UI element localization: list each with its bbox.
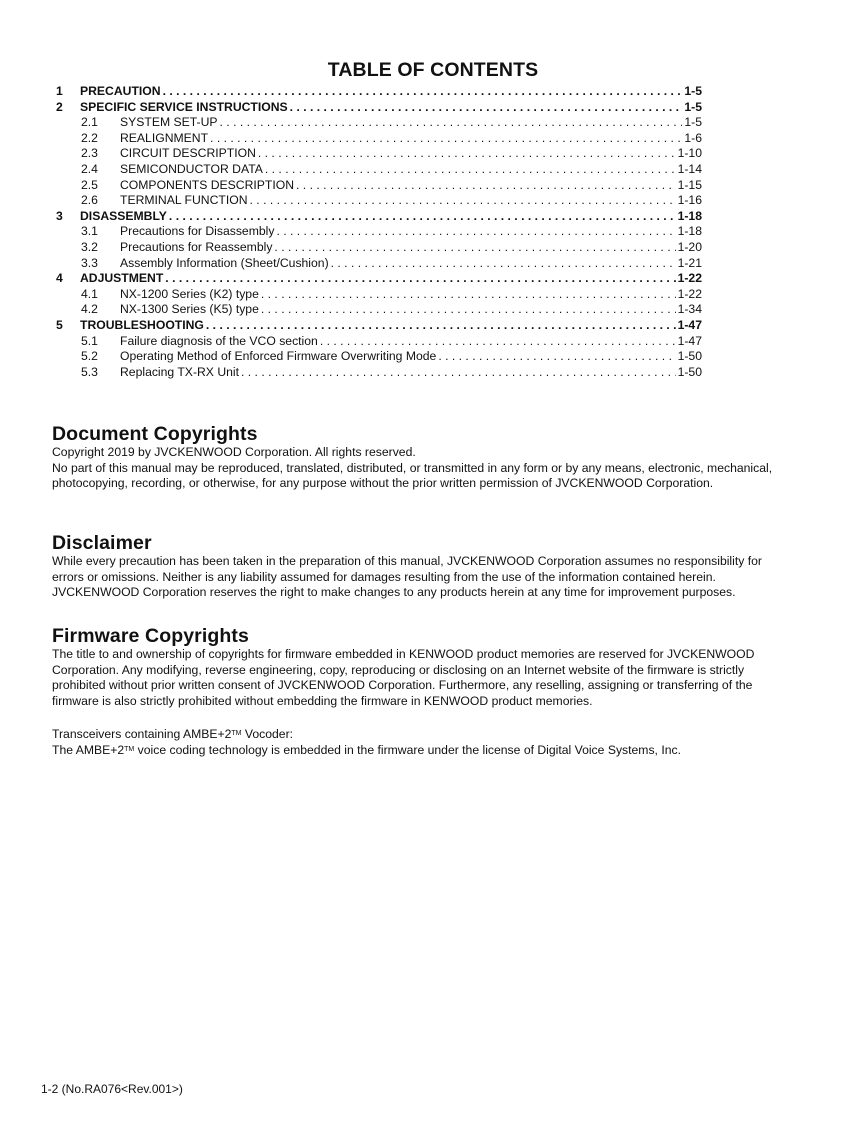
toc-dot-leader: [265, 162, 676, 178]
toc-entry-number: 3.2: [81, 239, 98, 254]
document-copyrights-section: [52, 423, 792, 492]
toc-entry-label: SYSTEM SET-UP: [120, 115, 218, 130]
toc-entry-label: Precautions for Reassembly: [120, 239, 273, 254]
toc-entry[interactable]: [56, 84, 702, 100]
toc-entry-label: ADJUSTMENT: [80, 271, 164, 286]
toc-entry-label: TROUBLESHOOTING: [80, 317, 204, 332]
toc-entry-page: 1-18: [677, 224, 702, 239]
toc-dot-leader: [250, 193, 676, 209]
copyright-line: Copyright 2019 by JVCKENWOOD Corporation. All rights reserved.: [52, 445, 416, 459]
toc-entry-page: 1-22: [677, 271, 702, 286]
toc-entry-page: 1-47: [677, 317, 702, 332]
toc-entry[interactable]: [56, 162, 702, 178]
toc-entry-label: PRECAUTION: [80, 84, 161, 98]
toc-entry-page: 1-6: [684, 130, 702, 145]
toc-entry[interactable]: [56, 349, 702, 365]
toc-dot-leader: [261, 287, 676, 303]
toc-dot-leader: [320, 334, 676, 350]
toc-entry-number: 3: [56, 208, 63, 223]
toc-entry-page: 1-50: [677, 349, 702, 364]
toc-entry-label: Precautions for Disassembly: [120, 224, 275, 239]
toc-entry-page: 1-21: [677, 255, 702, 270]
toc-dot-leader: [261, 302, 676, 318]
toc-entry-label: NX-1300 Series (K5) type: [120, 302, 259, 317]
toc-dot-leader: [169, 209, 676, 225]
toc-entry-page: 1-34: [677, 302, 702, 317]
toc-entry-label: SPECIFIC SERVICE INSTRUCTIONS: [80, 99, 288, 114]
firmware-copyrights-section: [52, 625, 792, 759]
ambe-vocoder-line: Transceivers containing AMBE+2™ Vocoder:: [52, 726, 294, 741]
toc-entry-page: 1-16: [677, 193, 702, 208]
toc-entry-label: REALIGNMENT: [120, 130, 209, 145]
toc-entry-number: 5.2: [81, 349, 98, 364]
toc-entry-page: 1-18: [677, 208, 702, 223]
table-of-contents: [56, 84, 702, 380]
toc-entry-page: 1-5: [684, 99, 702, 114]
document-copyrights-heading: Document Copyrights: [52, 423, 258, 445]
toc-entry[interactable]: [56, 131, 702, 147]
toc-dot-leader: [165, 271, 675, 287]
toc-entry-number: 4.1: [81, 286, 98, 301]
disclaimer-heading: Disclaimer: [52, 532, 152, 554]
toc-entry-number: 4.2: [81, 302, 98, 317]
toc-entry-number: 5.1: [81, 333, 98, 348]
toc-entry-page: 1-5: [684, 115, 702, 130]
toc-entry[interactable]: [56, 193, 702, 209]
toc-entry[interactable]: [56, 334, 702, 350]
toc-entry-number: 2.3: [81, 146, 98, 161]
toc-entry-label: NX-1200 Series (K2) type: [120, 286, 259, 301]
disclaimer-text: While every precaution has been taken in the preparation of this manual, JVCKENWOOD Corporation assumes no responsibility for errors or omissions. Neither is any liability assumed for damages resulting from the use of the information contained herein. JVCKENWOOD Corporation reserves the right to make changes to any products herein at any time for improvement purposes.: [52, 554, 762, 600]
firmware-copyrights-heading: Firmware Copyrights: [52, 625, 249, 647]
toc-dot-leader: [220, 115, 683, 131]
toc-entry[interactable]: [56, 318, 702, 334]
toc-entry[interactable]: [56, 209, 702, 225]
toc-entry-number: 2.1: [81, 115, 98, 130]
firmware-copyrights-text: The title to and ownership of copyrights for firmware embedded in KENWOOD product memories are reserved for JVCKENWOOD Corporation. Any modifying, reverse engineering, copy, reproducing or disclosing on an Internet website of the firmware is strictly prohibited without prior written consent of JVCKENWOOD Corporation. Furthermore, any reselling, assigning or transferring of the firmware is also strictly prohibited without embedding the firmware in KENWOOD product memories.: [52, 647, 755, 709]
toc-entry[interactable]: [56, 287, 702, 303]
toc-entry-number: 2.5: [81, 177, 98, 192]
toc-dot-leader: [290, 100, 683, 116]
toc-entry-number: 2.4: [81, 161, 98, 176]
toc-entry-number: 5.3: [81, 364, 98, 379]
toc-entry[interactable]: [56, 240, 702, 256]
toc-dot-leader: [210, 131, 682, 147]
disclaimer-section: [52, 532, 792, 601]
toc-entry-label: Replacing TX-RX Unit: [120, 364, 239, 379]
trademark-mark: TM: [124, 746, 135, 754]
toc-entry-page: 1-20: [677, 239, 702, 254]
toc-entry[interactable]: [56, 100, 702, 116]
toc-entry-page: 1-15: [677, 177, 702, 192]
toc-dot-leader: [296, 178, 676, 194]
toc-entry[interactable]: [56, 256, 702, 272]
toc-entry-number: 2.2: [81, 130, 98, 145]
toc-entry-page: 1-5: [684, 84, 702, 98]
toc-entry[interactable]: [56, 146, 702, 162]
trademark-mark: TM: [231, 729, 242, 737]
toc-entry-label: TERMINAL FUNCTION: [120, 193, 248, 208]
toc-entry-page: 1-10: [677, 146, 702, 161]
toc-entry-label: Failure diagnosis of the VCO section: [120, 333, 318, 348]
toc-entry-page: 1-47: [677, 333, 702, 348]
toc-entry[interactable]: [56, 115, 702, 131]
toc-entry-number: 2.6: [81, 193, 98, 208]
toc-entry[interactable]: [56, 224, 702, 240]
toc-dot-leader: [258, 146, 676, 162]
toc-dot-leader: [206, 318, 676, 334]
toc-dot-leader: [438, 349, 675, 365]
toc-entry-number: 5: [56, 317, 63, 332]
toc-entry-label: SEMICONDUCTOR DATA: [120, 161, 263, 176]
toc-entry[interactable]: [56, 365, 702, 381]
toc-entry[interactable]: [56, 271, 702, 287]
toc-entry[interactable]: [56, 178, 702, 194]
page-footer: 1-2 (No.RA076<Rev.001>): [41, 1082, 183, 1096]
toc-entry[interactable]: [56, 302, 702, 318]
toc-dot-leader: [163, 84, 683, 100]
toc-entry-page: 1-50: [677, 364, 702, 379]
toc-title: TABLE OF CONTENTS: [327, 59, 539, 81]
toc-dot-leader: [274, 240, 675, 256]
toc-dot-leader: [276, 224, 675, 240]
toc-entry-number: 1: [56, 84, 63, 98]
toc-entry-page: 1-14: [677, 161, 702, 176]
toc-entry-label: DISASSEMBLY: [80, 208, 167, 223]
toc-entry-label: Assembly Information (Sheet/Cushion): [120, 255, 329, 270]
toc-dot-leader: [331, 256, 676, 272]
toc-entry-page: 1-22: [677, 286, 702, 301]
toc-entry-number: 3.1: [81, 224, 98, 239]
toc-dot-leader: [241, 365, 676, 381]
copyright-restriction-text: No part of this manual may be reproduced, translated, distributed, or transmitted in any form or by any means, electronic, mechanical, photocopying, recording, or otherwise, for any purpose without the prior written permission of JVCKENWOOD Corporation.: [52, 460, 773, 491]
toc-entry-label: Operating Method of Enforced Firmware Overwriting Mode: [120, 349, 437, 364]
toc-entry-label: CIRCUIT DESCRIPTION: [120, 146, 256, 161]
toc-entry-label: COMPONENTS DESCRIPTION: [120, 177, 295, 192]
toc-entry-number: 3.3: [81, 255, 98, 270]
toc-entry-number: 2: [56, 99, 63, 114]
toc-entry-number: 4: [56, 271, 63, 286]
ambe-license-line: The AMBE+2™ voice coding technology is embedded in the firmware under the license of Digital Voice Systems, Inc.: [52, 743, 681, 758]
